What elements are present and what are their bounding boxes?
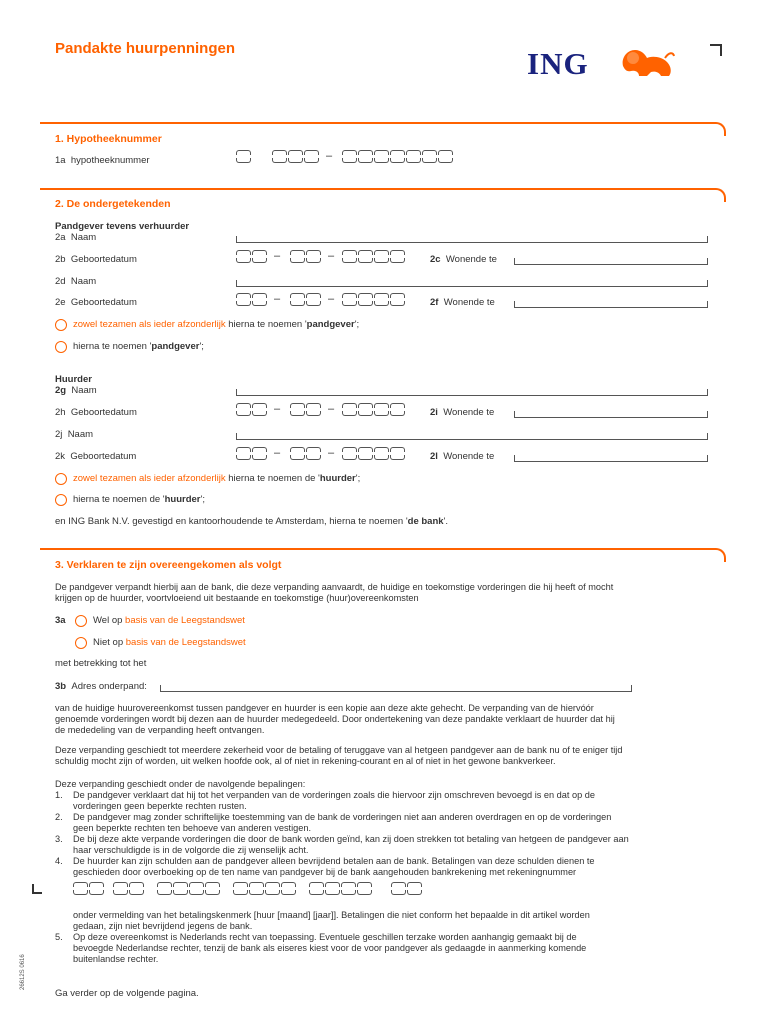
rekeningnummer-input[interactable] — [73, 882, 433, 900]
list-line: geen beperkte rechten ten behoeve van anderen vestigen. — [73, 823, 312, 833]
geboortedatum-label: Geboortedatum — [70, 297, 137, 308]
list-line: De bij deze akte verpande vorderingen die door de bank worden geïnd, kan zij doen strekken tot betaling van hetgeen de pandgever aan — [73, 834, 629, 844]
field-code: 2e — [55, 297, 66, 308]
huurder-single-radio[interactable] — [55, 494, 67, 506]
naam-label: Naam — [70, 232, 97, 243]
field-code: 2d — [55, 276, 66, 287]
field-code: 3a — [55, 615, 66, 626]
field-code: 3b — [55, 681, 67, 692]
paragraph-line: de mededeling van de verpanding heeft ontvangen. — [55, 725, 265, 735]
huurder-title: Huurder — [55, 374, 92, 385]
option-text-orange: zowel tezamen als ieder afzonderlijk — [73, 319, 226, 330]
list-line: De pandgever mag zonder schriftelijke toestemming van de bank de vorderingen niet aan anderen overdragen en op de vorderingen — [73, 812, 612, 822]
list-number: 3. — [55, 834, 63, 844]
option-text: Niet op — [93, 637, 126, 648]
list-line: vorderingen geen beperkte rechten rusten. — [73, 801, 247, 811]
bank-term: de bank — [407, 516, 444, 527]
option-text: hierna te noemen ' — [225, 319, 307, 330]
wonende-te-2c-input[interactable] — [514, 258, 708, 265]
section-3-intro — [55, 582, 613, 604]
wonende-te-2l-input[interactable] — [514, 455, 708, 462]
paragraph-line: genoemde vorderingen wordt bij dezen aan de huurder medegedeeld. Door ondertekening van deze pandakte verklaart de huurder dat hij — [55, 714, 615, 724]
geboortedatum-label: Geboortedatum — [70, 254, 137, 265]
paragraph-line: Deze verpanding geschiedt tot meerdere zekerheid voor de betaling of teruggave van al hetgeen pandgever aan de bank nu of te eniger tijd — [55, 745, 623, 755]
leegstandswet-niet-radio[interactable] — [75, 637, 87, 649]
field-code: 2l — [430, 451, 438, 462]
option-text-orange: basis van de Leegstandswet — [125, 637, 246, 648]
logo-text: ING — [527, 46, 589, 81]
option-text: hierna te noemen de ' — [225, 473, 320, 484]
field-code: 2b — [55, 254, 66, 265]
hypotheeknummer-input[interactable]: – — [236, 150, 456, 168]
paragraph-line: gedaan, zijn niet bevrijdend jegens de bank. — [73, 921, 253, 931]
list-number: 5. — [55, 932, 63, 942]
option-term: huurder — [164, 494, 201, 505]
section-2-heading: 2. De ondergetekenden — [55, 198, 171, 210]
wonende-te-2f-input[interactable] — [514, 301, 708, 308]
wonende-te-label: Wonende te — [445, 254, 497, 265]
list-item — [55, 812, 629, 834]
betrekking-text: met betrekking tot het — [55, 658, 147, 669]
wonende-te-label: Wonende te — [443, 451, 495, 462]
pandgever-title: Pandgever tevens verhuurder — [55, 221, 190, 232]
naam-label: Naam — [71, 385, 97, 396]
pandgever-joint-radio[interactable] — [55, 319, 67, 331]
field-code: 2i — [430, 407, 438, 418]
option-end: '; — [200, 494, 205, 505]
paragraph-mededeling — [55, 703, 615, 736]
naam-label: Naam — [70, 276, 97, 287]
paragraph-zekerheid — [55, 745, 622, 767]
form-code: 26612S 0616 — [20, 954, 26, 990]
list-item — [55, 856, 629, 878]
geboortedatum-2h-input[interactable]: – – — [236, 403, 416, 421]
bank-text: en ING Bank N.V. gevestigd en kantoorhoudende te Amsterdam, hierna te noemen ' — [55, 516, 408, 527]
list-item — [55, 790, 629, 812]
naam-2d-input[interactable] — [236, 280, 708, 287]
bank-end: '. — [443, 516, 449, 527]
page-title: Pandakte huurpenningen — [55, 40, 236, 57]
list-line: Op deze overeenkomst is Nederlands recht van toepassing. Eventuele geschillen terzake worden aanhangig gemaakt bij de — [73, 932, 577, 942]
option-end: '; — [354, 319, 360, 330]
wonende-te-label: Wonende te — [443, 407, 495, 418]
section-1-heading: 1. Hypotheeknummer — [55, 133, 162, 145]
adres-onderpand-label: Adres onderpand: — [71, 681, 147, 692]
list-line: haar verschuldigde is in de volgorde die zij wenselijk acht. — [73, 845, 309, 855]
list-number: 2. — [55, 812, 63, 822]
option-end: '; — [355, 473, 361, 484]
naam-2a-input[interactable] — [236, 236, 708, 243]
option-term: pandgever — [151, 341, 200, 352]
field-code: 2a — [55, 232, 66, 243]
list-line: bevoegde Nederlandse rechter, tenzij de bank als eiseres kiest voor de voor pandgever als gedaagde in aanmerking komende — [73, 943, 587, 953]
wonende-te-label: Wonende te — [443, 297, 495, 308]
option-term: huurder — [319, 473, 356, 484]
naam-label: Naam — [67, 429, 94, 440]
lion-icon — [617, 44, 675, 80]
continue-note: Ga verder op de volgende pagina. — [55, 988, 199, 999]
item-4-continuation — [73, 910, 590, 932]
corner-mark — [710, 44, 722, 56]
option-text: hierna te noemen ' — [73, 341, 152, 352]
hypotheeknummer-label: hypotheeknummer — [70, 155, 150, 166]
geboortedatum-2b-input[interactable]: – – — [236, 250, 416, 268]
list-item — [55, 932, 586, 965]
intro-line: krijgen op de huurder, voortvloeiend uit bestaande en toekomstige (huur)overeenkomsten — [55, 593, 419, 603]
intro-line: De pandgever verpandt hierbij aan de bank, die deze verpanding aanvaardt, de huidige en toekomstige vorderingen die hij heeft of mocht — [55, 582, 614, 592]
corner-mark — [32, 884, 42, 894]
geboortedatum-label: Geboortedatum — [70, 407, 137, 418]
ing-logo — [527, 46, 677, 80]
naam-2j-input[interactable] — [236, 433, 708, 440]
pandgever-single-radio[interactable] — [55, 341, 67, 353]
list-line: geschieden door overboeking op de ten name van pandgever bij de bank aangehouden bankrekening met rekeningnummer — [73, 867, 577, 877]
option-term: pandgever — [306, 319, 355, 330]
field-code: 2c — [430, 254, 441, 265]
huurder-joint-radio[interactable] — [55, 473, 67, 485]
list-line: De huurder kan zijn schulden aan de pandgever alleen bevrijdend betalen aan de bank. Betalingen van deze schulden dienen te — [73, 856, 595, 866]
field-code: 2h — [55, 407, 66, 418]
list-item — [55, 834, 629, 856]
geboortedatum-label: Geboortedatum — [70, 451, 137, 462]
geboortedatum-2e-input[interactable]: – – — [236, 293, 416, 311]
paragraph-line: schuldig mocht zijn of worden, uit welken hoofde ook, al of niet in rekening-courant en al of niet in het gewone bankverkeer. — [55, 756, 556, 766]
list-number: 1. — [55, 790, 63, 800]
option-text: hierna te noemen de ' — [73, 494, 165, 505]
option-text-orange: basis van de Leegstandswet — [125, 615, 245, 626]
list-line: buitenlandse rechter. — [73, 954, 159, 964]
field-code: 2j — [55, 429, 63, 440]
option-text-orange: zowel tezamen als ieder afzonderlijk — [73, 473, 226, 484]
paragraph-line: onder vermelding van het betalingskenmerk [huur [maand] [jaar]]. Betalingen die niet conform het bepaalde in dit artikel worden — [73, 910, 590, 920]
field-code: 2f — [430, 297, 439, 308]
section-3-heading: 3. Verklaren te zijn overeengekomen als volgt — [55, 559, 282, 571]
field-code: 2k — [55, 451, 66, 462]
list-number: 4. — [55, 856, 63, 866]
paragraph-line: van de huidige huurovereenkomst tussen pandgever en huurder is een kopie aan deze akte gehecht. De verpanding van de hiervóór — [55, 703, 594, 713]
geboortedatum-2k-input[interactable]: – – — [236, 447, 416, 465]
wonende-te-2i-input[interactable] — [514, 411, 708, 418]
naam-2g-input[interactable] — [236, 389, 708, 396]
option-end: '; — [199, 341, 204, 352]
option-text: Wel op — [93, 615, 126, 626]
adres-onderpand-input[interactable] — [160, 685, 632, 692]
bepalingen-list — [55, 779, 629, 878]
leegstandswet-wel-radio[interactable] — [75, 615, 87, 627]
field-code: 2g — [55, 385, 67, 396]
field-code: 1a — [55, 155, 66, 166]
list-line: De pandgever verklaart dat hij tot het verpanden van de vorderingen zoals die hiervoor zijn omschreven bevoegd is en dat op de — [73, 790, 595, 800]
list-intro: Deze verpanding geschiedt onder de navolgende bepalingen: — [55, 779, 306, 789]
